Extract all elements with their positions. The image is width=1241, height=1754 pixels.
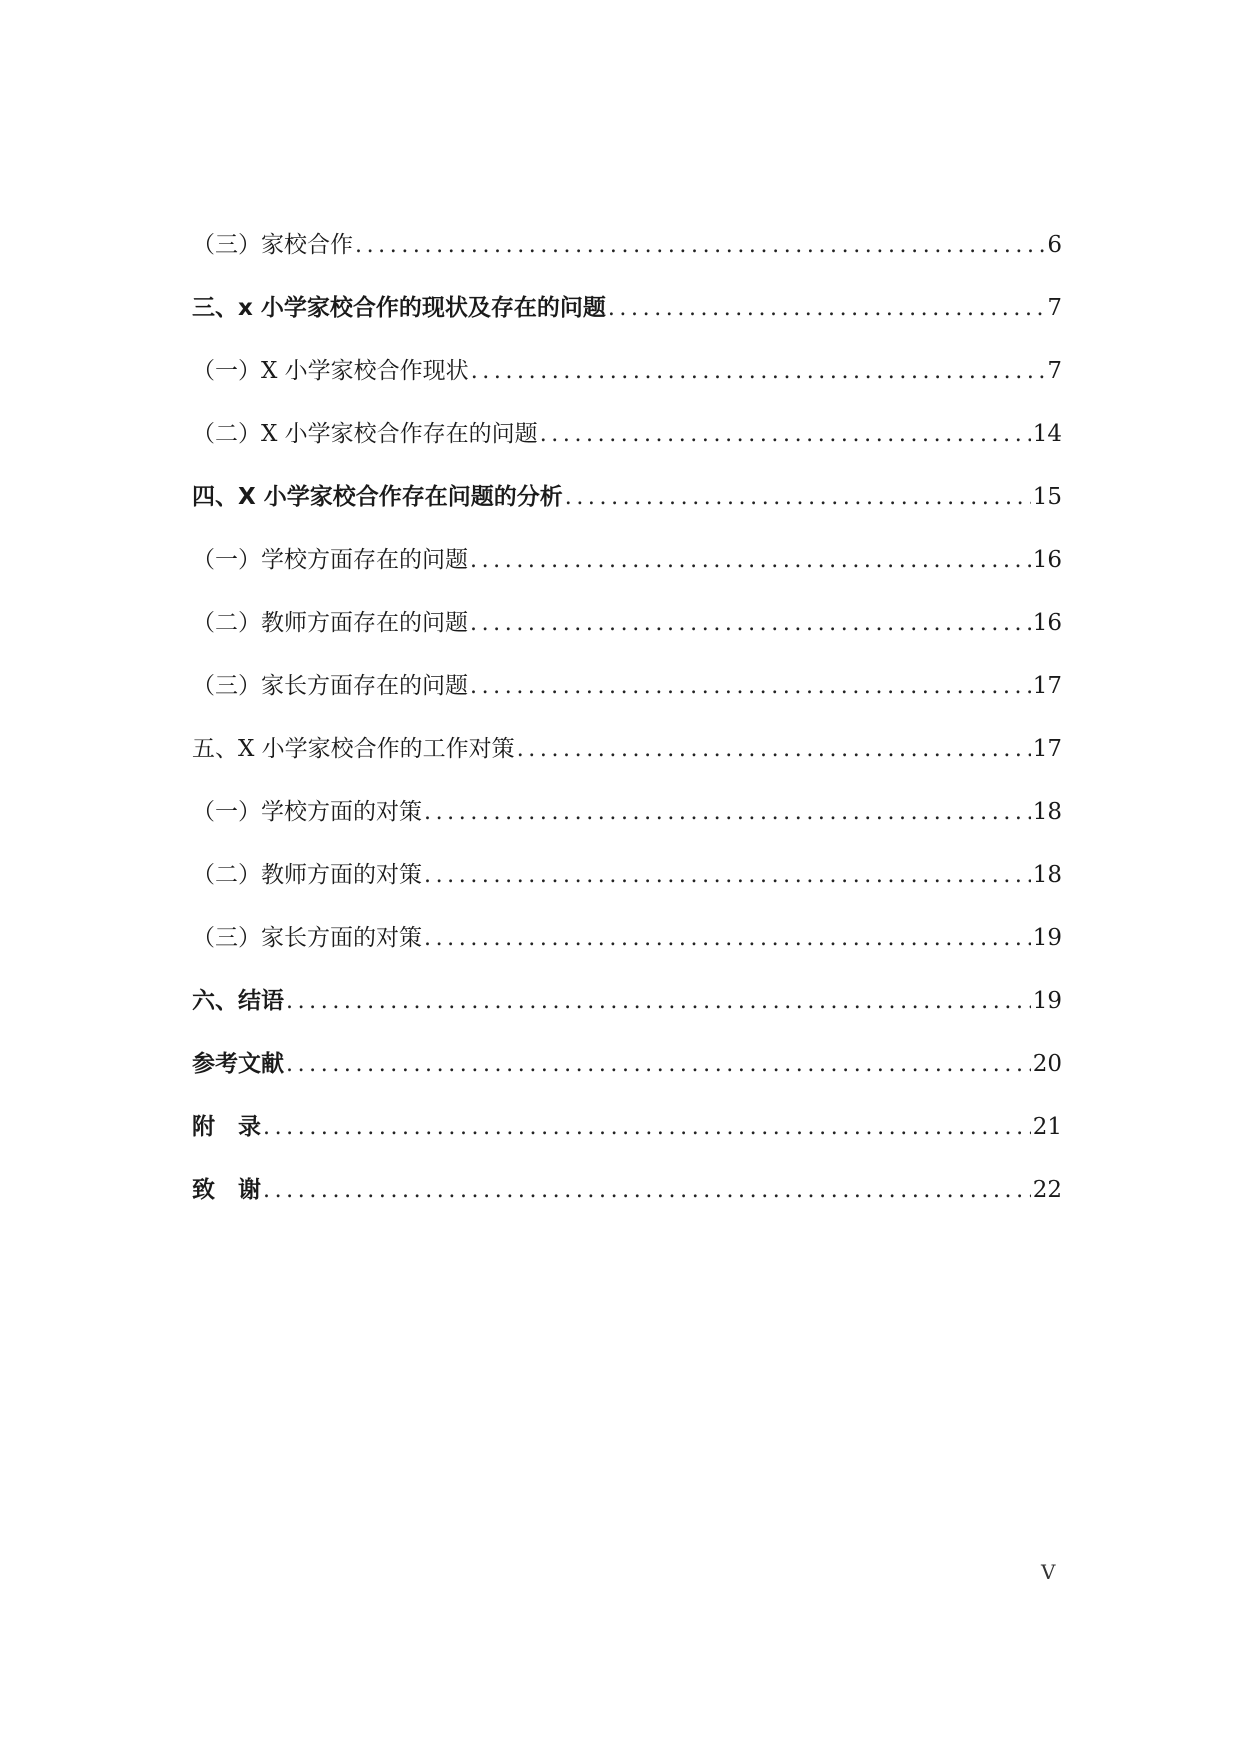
toc-entry-label: 四、X 小学家校合作存在问题的分析 xyxy=(192,484,563,510)
toc-dot-leader xyxy=(470,672,1031,702)
toc-entry-label: 五、X 小学家校合作的工作对策 xyxy=(192,736,515,762)
toc-dot-leader xyxy=(424,861,1031,891)
toc-entry-page: 14 xyxy=(1032,421,1062,447)
toc-entry-page: 6 xyxy=(1047,232,1062,258)
toc-entry-label: （三）家长方面存在的问题 xyxy=(192,673,468,699)
toc-dot-leader xyxy=(286,1050,1031,1080)
toc-entry-page: 16 xyxy=(1032,547,1062,573)
toc-entry-label: （一）学校方面的对策 xyxy=(192,799,422,825)
toc-entry[interactable] xyxy=(192,1175,1062,1238)
toc-entry[interactable] xyxy=(192,1049,1062,1112)
toc-dot-leader xyxy=(471,357,1046,387)
toc-dot-leader xyxy=(263,1176,1031,1206)
toc-dot-leader xyxy=(424,798,1031,828)
toc-entry-label: 致 谢 xyxy=(192,1177,261,1203)
toc-entry[interactable] xyxy=(192,419,1062,482)
toc-dot-leader xyxy=(470,609,1031,639)
toc-entry-label: （一）学校方面存在的问题 xyxy=(192,547,468,573)
toc-entry-label: （一）X 小学家校合作现状 xyxy=(192,358,469,384)
toc-entry[interactable] xyxy=(192,545,1062,608)
toc-dot-leader xyxy=(355,231,1045,261)
toc-entry-label: （二）教师方面存在的问题 xyxy=(192,610,468,636)
toc-entry[interactable] xyxy=(192,356,1062,419)
page-number: V xyxy=(1041,1560,1056,1584)
toc-entry[interactable] xyxy=(192,230,1062,293)
toc-entry-label: 附 录 xyxy=(192,1114,261,1140)
toc-entry-page: 19 xyxy=(1032,988,1062,1014)
table-of-contents xyxy=(192,230,1062,1238)
toc-entry-page: 21 xyxy=(1032,1114,1062,1140)
toc-entry[interactable] xyxy=(192,923,1062,986)
toc-entry-label: 六、结语 xyxy=(192,988,284,1014)
toc-entry-page: 22 xyxy=(1032,1177,1062,1203)
toc-entry[interactable] xyxy=(192,293,1062,356)
toc-entry-page: 15 xyxy=(1032,484,1062,510)
toc-entry-page: 18 xyxy=(1032,799,1062,825)
toc-entry-page: 19 xyxy=(1032,925,1062,951)
toc-entry[interactable] xyxy=(192,482,1062,545)
toc-entry-label: 参考文献 xyxy=(192,1051,284,1077)
toc-entry-label: （二）X 小学家校合作存在的问题 xyxy=(192,421,538,447)
toc-entry-label: （二）教师方面的对策 xyxy=(192,862,422,888)
toc-entry[interactable] xyxy=(192,986,1062,1049)
toc-entry-label: 三、x 小学家校合作的现状及存在的问题 xyxy=(192,295,606,321)
toc-entry-page: 7 xyxy=(1047,295,1062,321)
toc-entry-page: 18 xyxy=(1032,862,1062,888)
toc-dot-leader xyxy=(263,1113,1031,1143)
toc-dot-leader xyxy=(540,420,1031,450)
toc-dot-leader xyxy=(286,987,1031,1017)
toc-dot-leader xyxy=(608,294,1046,324)
toc-entry[interactable] xyxy=(192,671,1062,734)
toc-dot-leader xyxy=(517,735,1031,765)
toc-entry-label: （三）家校合作 xyxy=(192,232,353,258)
toc-entry-page: 7 xyxy=(1047,358,1062,384)
toc-entry[interactable] xyxy=(192,860,1062,923)
toc-dot-leader xyxy=(424,924,1031,954)
toc-entry[interactable] xyxy=(192,797,1062,860)
toc-entry-page: 20 xyxy=(1032,1051,1062,1077)
toc-entry-label: （三）家长方面的对策 xyxy=(192,925,422,951)
toc-entry-page: 17 xyxy=(1032,736,1062,762)
toc-dot-leader xyxy=(565,483,1031,513)
toc-entry-page: 17 xyxy=(1032,673,1062,699)
toc-entry-page: 16 xyxy=(1032,610,1062,636)
toc-entry[interactable] xyxy=(192,734,1062,797)
toc-dot-leader xyxy=(470,546,1031,576)
toc-entry[interactable] xyxy=(192,1112,1062,1175)
toc-entry[interactable] xyxy=(192,608,1062,671)
